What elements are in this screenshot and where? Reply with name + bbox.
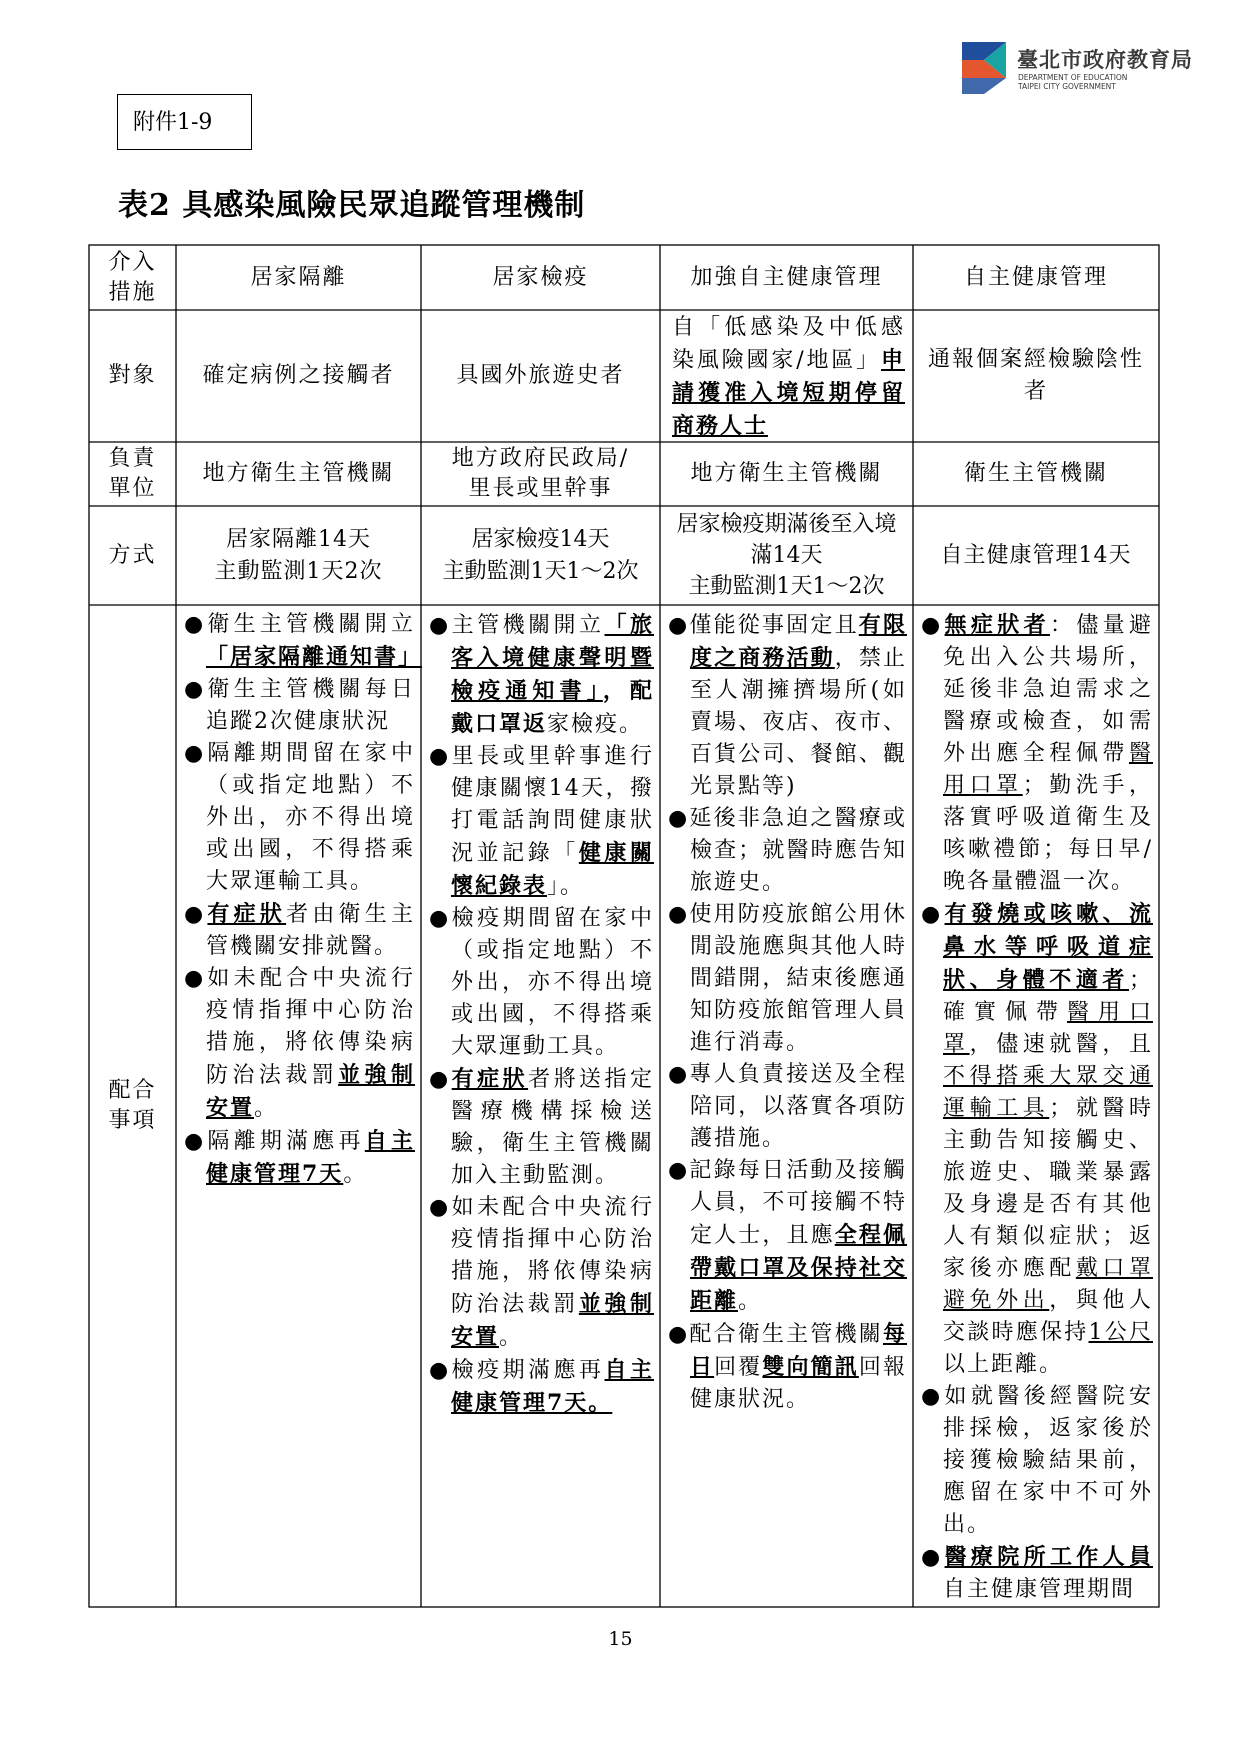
method-c2: 居家檢疫14天 主動監測1天1～2次 xyxy=(442,526,639,584)
target-c3 xyxy=(660,310,913,442)
list-item: ●專人負責接送及全程陪同，以落實各項防護措施。 xyxy=(668,1062,907,1151)
col-header-home-isolation: 居家隔離 xyxy=(250,264,347,290)
row-label-items: 配合 事項 xyxy=(108,1078,157,1133)
method-c3: 居家檢疫期滿後至入境滿14天 主動監測1天1～2次 xyxy=(676,512,897,599)
list-item: ●僅能從事固定且有限度之商務活動，禁止至人潮擁擠場所(如賣場、夜店、夜市、百貨公司、餐館、觀光景點等) xyxy=(668,612,907,799)
list-item: ●隔離期間留在家中（或指定地點）不外出，亦不得出境或出國，不得搭乘大眾運輸工具。 xyxy=(184,741,415,894)
list-item: ●衛生主管機關每日追蹤2次健康狀況 xyxy=(184,677,415,734)
list-item: ●隔離期滿應再自主健康管理7天。 xyxy=(184,1128,415,1187)
list-item: ●衛生主管機關開立「居家隔離通知書」 xyxy=(184,612,423,670)
list-item: ●里長或里幹事進行健康關懷14天，撥打電話詢問健康狀況並記錄「健康關懷紀錄表」。 xyxy=(429,744,654,899)
items-c3 xyxy=(660,605,913,1607)
list-item: ●無症狀者：儘量避免出入公共場所，延後非急迫需求之醫療或檢查，如需外出應全程佩帶醫用口罩；勤洗手，落實呼吸道衛生及咳嗽禮節；每日早/晚各量體溫一次。 xyxy=(921,612,1153,894)
logo-en-line2: TAIPEI CITY GOVERNMENT xyxy=(1018,82,1116,91)
list-item: ●檢疫期滿應再自主健康管理7天。 xyxy=(429,1357,654,1416)
target-c3-emphasis: 申請獲准入境短期停留商務人士 xyxy=(672,347,905,439)
list-item: ●有症狀者由衛生主管機關安排就醫。 xyxy=(184,901,415,959)
unit-c3: 地方衛生主管機關 xyxy=(690,461,883,486)
list-item: ●如未配合中央流行疫情指揮中心防治措施，將依傳染病防治法裁罰並強制安置。 xyxy=(429,1195,654,1350)
list-item: ●使用防疫旅館公用休閒設施應與其他人時間錯開，結束後應通知防疫旅館管理人員進行消毒。 xyxy=(668,902,907,1055)
list-item: ●有症狀者將送指定醫療機構採檢送驗，衛生主管機關加入主動監測。 xyxy=(429,1066,654,1188)
list-item: ●配合衛生主管機關每日回覆雙向簡訊回報健康狀況。 xyxy=(668,1321,907,1412)
logo-en-line1: DEPARTMENT OF EDUCATION xyxy=(1018,73,1128,82)
annex-label: 附件1-9 xyxy=(117,94,252,150)
row-label-method: 方式 xyxy=(108,542,157,568)
col-header-enhanced-self-health: 加強自主健康管理 xyxy=(690,264,883,290)
unit-c4: 衛生主管機關 xyxy=(963,461,1108,486)
items-c1 xyxy=(176,605,421,1607)
row-label-measure: 介入 措施 xyxy=(108,249,157,305)
page-title: 表2 具感染風險民眾追蹤管理機制 xyxy=(118,188,586,223)
logo-name: 臺北市政府教育局 xyxy=(1017,48,1193,72)
method-c4: 自主健康管理14天 xyxy=(940,542,1132,568)
list-item: ●如未配合中央流行疫情指揮中心防治措施，將依傳染病防治法裁罰並強制安置。 xyxy=(184,966,415,1121)
target-c3-text: 自「低感染及中低感染風險國家/地區」 xyxy=(672,315,905,373)
col-header-home-quarantine: 居家檢疫 xyxy=(492,264,589,290)
list-item: ●醫療院所工作人員自主健康管理期間 xyxy=(921,1544,1153,1602)
col-header-self-health: 自主健康管理 xyxy=(963,264,1108,290)
items-c2 xyxy=(421,605,660,1607)
items-c4 xyxy=(913,605,1159,1607)
target-c2: 具國外旅遊史者 xyxy=(456,363,625,388)
list-item: ●檢疫期間留在家中（或指定地點）不外出，亦不得出境或出國，不得搭乘大眾運動工具。 xyxy=(429,906,654,1059)
list-item: ●有發燒或咳嗽、流鼻水等呼吸道症狀、身體不適者；確實佩帶醫用口罩，儘速就醫，且不得搭乘大眾交通運輸工具；就醫時主動告知接觸史、旅遊史、職業暴露及身邊是否有其他人有類似症狀；返家後亦應配戴口罩避免外出，與他人交談時應保持1公尺以上距離。 xyxy=(921,901,1153,1377)
list-item: ●記錄每日活動及接觸人員，不可接觸不特定人士，且應全程佩帶戴口罩及保持社交距離。 xyxy=(668,1158,907,1314)
list-item: ●主管機關開立「旅客入境健康聲明暨檢疫通知書」，配戴口罩返家檢疫。 xyxy=(429,612,654,737)
row-label-target: 對象 xyxy=(108,363,157,388)
unit-c1: 地方衛生主管機關 xyxy=(202,461,395,486)
target-c1: 確定病例之接觸者 xyxy=(202,363,395,388)
method-c1: 居家隔離14天 主動監測1天2次 xyxy=(214,526,383,584)
list-item: ●延後非急迫之醫療或檢查；就醫時應告知旅遊史。 xyxy=(668,806,907,895)
unit-c2: 地方政府民政局/ 里長或里幹事 xyxy=(451,446,630,501)
page-number: 15 xyxy=(608,1628,633,1650)
target-c4: 通報個案經檢驗陰性者 xyxy=(927,347,1144,404)
row-label-unit: 負責 單位 xyxy=(108,446,157,501)
list-item: ●如就醫後經醫院安排採檢，返家後於接獲檢驗結果前，應留在家中不可外出。 xyxy=(921,1384,1153,1537)
